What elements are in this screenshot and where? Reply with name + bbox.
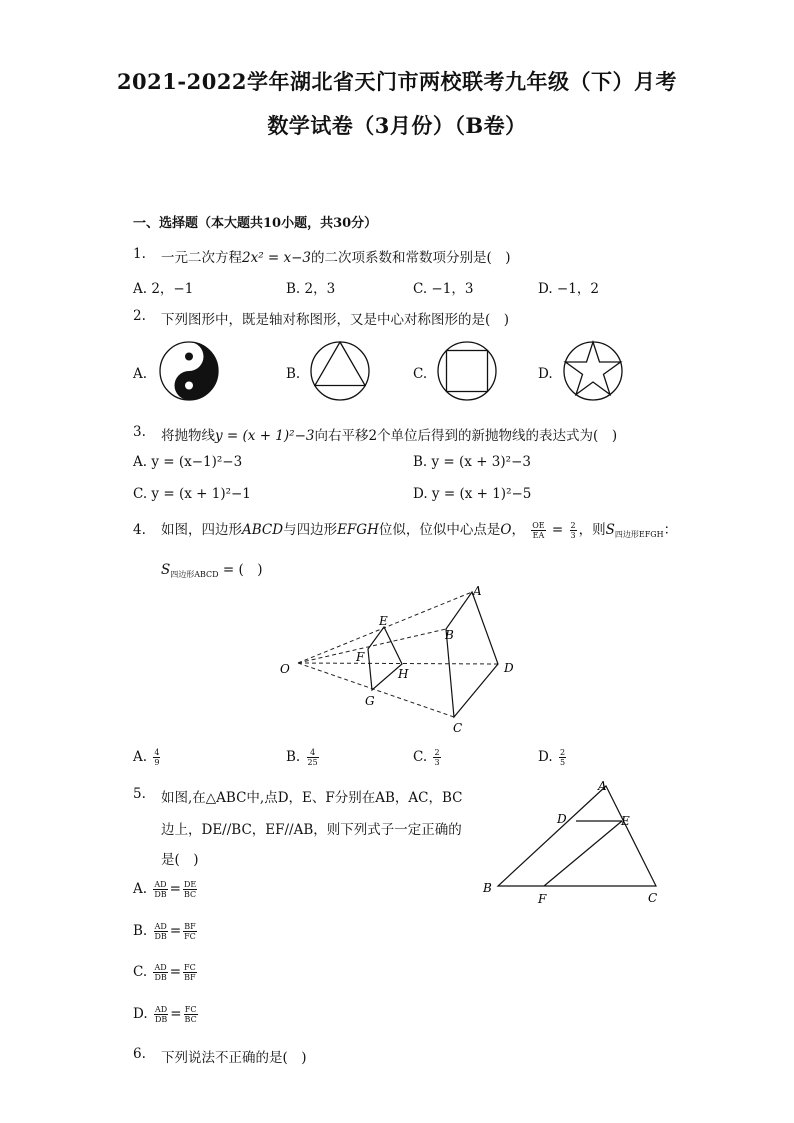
q4-option-c[interactable]: C. $\frac{2}{3}$ bbox=[413, 748, 440, 767]
q3-text: 将抛物线y = (x + 1)²−3向右平移2个单位后得到的新抛物线的表达式为( ) bbox=[161, 428, 618, 444]
exam-title-line1: 2021-2022学年湖北省天门市两校联考九年级（下）月考 bbox=[116, 69, 678, 94]
svg-text:A: A bbox=[598, 779, 607, 793]
svg-text:D: D bbox=[504, 661, 514, 675]
svg-text:G: G bbox=[365, 694, 375, 708]
q3-option-b[interactable]: B. y = (x + 3)²−3 bbox=[413, 454, 531, 470]
q3-number: 3. bbox=[133, 424, 146, 440]
q4-text-line2: $S_{四边形ABCD}$ = ( ) bbox=[161, 562, 263, 579]
svg-text:H: H bbox=[398, 667, 409, 681]
q6-text: 下列说法不正确的是( ) bbox=[161, 1050, 307, 1066]
svg-text:O: O bbox=[280, 662, 290, 676]
svg-text:C: C bbox=[453, 721, 463, 735]
q1-equation: 2x² = x−3 bbox=[242, 250, 312, 266]
q5-number: 5. bbox=[133, 786, 146, 802]
svg-text:A: A bbox=[473, 584, 482, 598]
q6-number: 6. bbox=[133, 1046, 146, 1062]
svg-text:E: E bbox=[621, 814, 630, 828]
q5-text-line1: 如图,在△ABC中,点D，E、F分别在AB，AC，BC bbox=[161, 790, 463, 806]
svg-text:D: D bbox=[557, 812, 567, 826]
q1-option-d[interactable]: D. −1，2 bbox=[538, 281, 599, 297]
q4-option-d[interactable]: D. $\frac{2}{5}$ bbox=[538, 748, 566, 767]
q5-triangle-figure bbox=[478, 776, 678, 906]
q5-option-d[interactable]: D. $\frac{AD}{DB}$ = $\frac{FC}{BC}$ bbox=[133, 1005, 197, 1024]
q2-number: 2. bbox=[133, 308, 146, 324]
q2-text: 下列图形中，既是轴对称图形，又是中心对称图形的是( ) bbox=[161, 312, 510, 328]
q3-option-a[interactable]: A. y = (x−1)²−3 bbox=[133, 454, 243, 470]
q2-option-c-label[interactable]: C. bbox=[413, 366, 428, 382]
q4-option-b[interactable]: B. $\frac{4}{25}$ bbox=[286, 748, 318, 767]
q5-option-a[interactable]: A. $\frac{AD}{DB}$ = $\frac{DE}{BC}$ bbox=[133, 880, 197, 899]
q5-text-line3: 是( ) bbox=[161, 852, 199, 868]
q2-option-a-label[interactable]: A. bbox=[133, 366, 148, 382]
circle-triangle-figure[interactable] bbox=[309, 340, 371, 402]
svg-text:E: E bbox=[379, 614, 388, 628]
svg-text:B: B bbox=[483, 881, 492, 895]
q1-option-c[interactable]: C. −1，3 bbox=[413, 281, 474, 297]
q1-text: 一元二次方程2x² = x−3的二次项系数和常数项分别是( ) bbox=[161, 250, 511, 266]
yin-yang-figure[interactable] bbox=[158, 340, 220, 402]
q3-equation: y = (x + 1)²−3 bbox=[215, 428, 315, 444]
exam-title-line2: 数学试卷（3月份）（B卷） bbox=[267, 113, 527, 138]
q3-option-c[interactable]: C. y = (x + 1)²−1 bbox=[133, 486, 251, 502]
section-heading: 一、选择题（本大题共10小题，共30分） bbox=[133, 216, 378, 231]
svg-text:B: B bbox=[445, 628, 454, 642]
q1-option-a[interactable]: A. 2，−1 bbox=[133, 281, 194, 297]
q4-text: 如图，四边形ABCD与四边形EFGH位似，位似中心点是O， $\frac{OE}{EA}$ = $\frac{2}{3}$ ，则$S_{四边形EFGH}$： bbox=[161, 521, 678, 540]
q2-option-d-label[interactable]: D. bbox=[538, 366, 553, 382]
q5-text-line2: 边上，DE//BC，EF//AB，则下列式子一定正确的 bbox=[161, 822, 462, 838]
circle-star-figure[interactable] bbox=[562, 340, 624, 402]
q1-number: 1. bbox=[133, 246, 146, 262]
circle-square-figure[interactable] bbox=[436, 340, 498, 402]
q5-option-b[interactable]: B. $\frac{AD}{DB}$ = $\frac{BF}{FC}$ bbox=[133, 922, 196, 941]
svg-text:C: C bbox=[648, 891, 658, 905]
q3-option-d[interactable]: D. y = (x + 1)²−5 bbox=[413, 486, 532, 502]
svg-text:F: F bbox=[356, 650, 365, 664]
q4-option-a[interactable]: A. $\frac{4}{9}$ bbox=[133, 748, 160, 767]
q4-homothety-figure bbox=[270, 578, 530, 738]
q5-option-c[interactable]: C. $\frac{AD}{DB}$ = $\frac{FC}{BF}$ bbox=[133, 963, 196, 982]
q4-number: 4. bbox=[133, 522, 146, 538]
q4-ratio: $\frac{OE}{EA}$ bbox=[532, 521, 545, 540]
q2-option-b-label[interactable]: B. bbox=[286, 366, 301, 382]
q1-option-b[interactable]: B. 2，3 bbox=[286, 281, 336, 297]
svg-text:F: F bbox=[538, 892, 547, 906]
